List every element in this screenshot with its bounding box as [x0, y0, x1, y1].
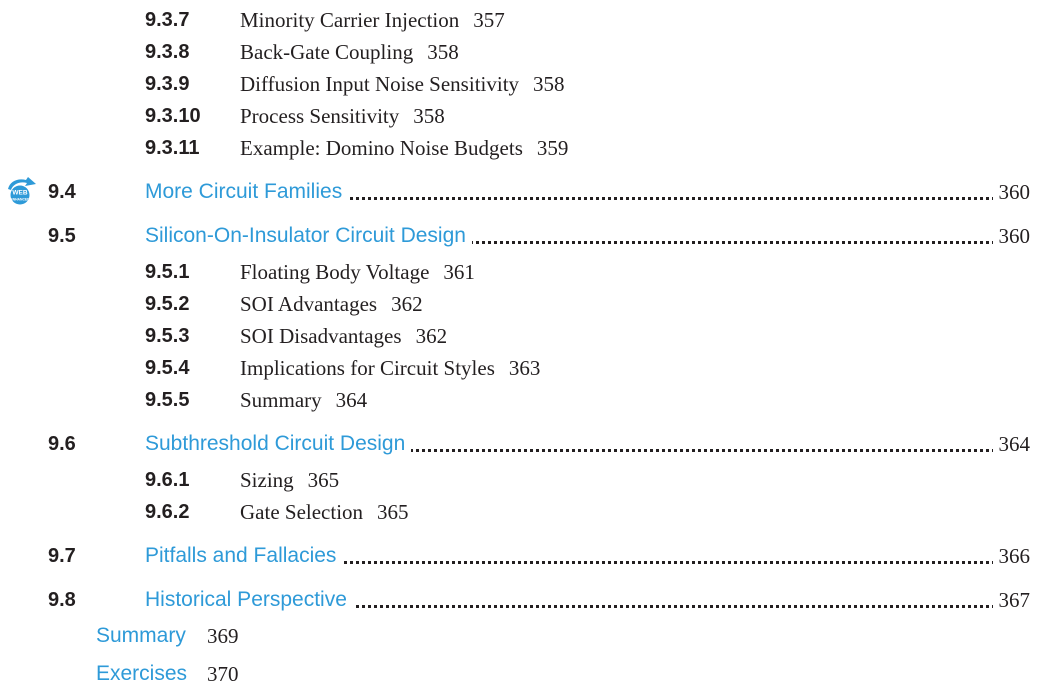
summary-link[interactable]: Summary [96, 624, 186, 647]
page-number: 362 [415, 324, 448, 348]
subsection-title: Process Sensitivity 358 [240, 104, 445, 128]
page-number: 366 [993, 540, 1031, 572]
subsection-number: 9.3.8 [145, 41, 190, 63]
toc-subsection [0, 132, 1037, 164]
toc-subsection [0, 320, 1037, 352]
page-number: 364 [335, 388, 368, 412]
subsection-title: Diffusion Input Noise Sensitivity 358 [240, 72, 565, 96]
page-number: 369 [207, 624, 239, 648]
toc-subsection [0, 36, 1037, 68]
subsection-title: Floating Body Voltage 361 [240, 260, 475, 284]
subsection-title: Gate Selection 365 [240, 500, 409, 524]
toc-subsection [0, 4, 1037, 36]
page-number: 358 [427, 40, 459, 64]
section-number: 9.5 [48, 225, 76, 247]
subsection-title: SOI Advantages 362 [240, 292, 423, 316]
subsection-number: 9.3.10 [145, 105, 201, 127]
subsection-number: 9.6.1 [145, 469, 190, 491]
toc-end-item[interactable] [0, 658, 1037, 690]
page-number: 370 [207, 662, 239, 686]
toc-section[interactable] [0, 428, 1037, 460]
page-number: 359 [536, 136, 569, 160]
subsection-title: Back-Gate Coupling 358 [240, 40, 459, 64]
toc-subsection [0, 100, 1037, 132]
web-badge-line2: ENHANCED [10, 197, 30, 202]
page-number: 361 [443, 260, 475, 284]
toc-subsection [0, 464, 1037, 496]
toc-subsection [0, 496, 1037, 528]
toc-section[interactable] [0, 220, 1037, 252]
toc-subsection [0, 288, 1037, 320]
toc-subsection [0, 256, 1037, 288]
page-number: 360 [993, 220, 1031, 252]
subsection-number: 9.3.9 [145, 73, 190, 95]
toc-subsection [0, 352, 1037, 384]
section-number: 9.6 [48, 433, 76, 455]
subsection-number: 9.3.11 [145, 137, 200, 159]
subsection-number: 9.6.2 [145, 501, 190, 523]
toc-subsection [0, 384, 1037, 416]
subsection-number: 9.5.4 [145, 357, 190, 379]
subsection-number: 9.5.5 [145, 389, 190, 411]
page-number: 364 [993, 428, 1031, 460]
toc-section[interactable] [0, 540, 1037, 572]
toc-subsection [0, 68, 1037, 100]
subsection-title: Minority Carrier Injection 357 [240, 8, 505, 32]
section-number: 9.4 [48, 181, 76, 203]
page-number: 365 [377, 500, 409, 524]
subsection-number: 9.5.3 [145, 325, 190, 347]
subsection-title: Example: Domino Noise Budgets 359 [240, 136, 569, 160]
section-title[interactable]: More Circuit Families [145, 176, 348, 208]
subsection-title: Summary 364 [240, 388, 368, 412]
page-number: 360 [993, 176, 1031, 208]
section-number: 9.7 [48, 545, 76, 567]
section-title[interactable]: Subthreshold Circuit Design [145, 428, 411, 460]
subsection-title: Sizing 365 [240, 468, 340, 492]
subsection-title: SOI Disadvantages 362 [240, 324, 448, 348]
subsection-title: Implications for Circuit Styles 363 [240, 356, 541, 380]
toc-section[interactable] [0, 176, 1037, 208]
page-number: 362 [391, 292, 423, 316]
section-title[interactable]: Historical Perspective [145, 584, 353, 616]
subsection-number: 9.5.1 [145, 261, 190, 283]
page-number: 358 [533, 72, 565, 96]
page-number: 357 [473, 8, 505, 32]
toc-section[interactable] [0, 584, 1037, 616]
toc-end-item[interactable] [0, 620, 1037, 652]
section-title[interactable]: Silicon-On-Insulator Circuit Design [145, 220, 472, 252]
subsection-number: 9.3.7 [145, 9, 190, 31]
section-number: 9.8 [48, 589, 76, 611]
page-number: 358 [413, 104, 445, 128]
page-number: 363 [508, 356, 541, 380]
page-number: 365 [307, 468, 340, 492]
exercises-link[interactable]: Exercises [96, 662, 188, 685]
page-number: 367 [993, 584, 1031, 616]
web-badge-line1: WEB [12, 189, 28, 197]
section-title[interactable]: Pitfalls and Fallacies [145, 540, 342, 572]
subsection-number: 9.5.2 [145, 293, 190, 315]
